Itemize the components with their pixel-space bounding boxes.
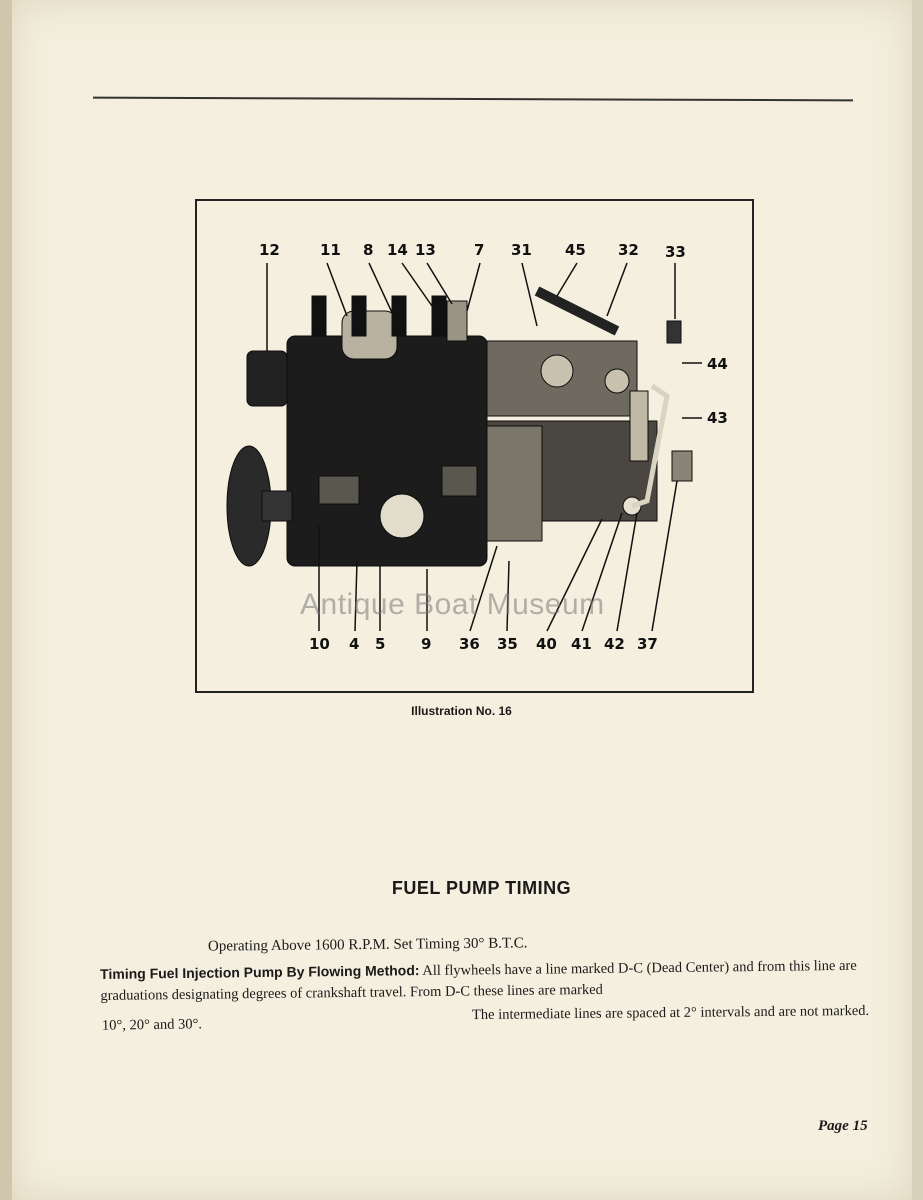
lever-boss (605, 369, 629, 393)
callout-5: 5 (375, 635, 386, 653)
callout-40: 40 (536, 635, 557, 653)
callout-8: 8 (363, 241, 374, 259)
paragraph-body: All flywheels have a line marked D-C (Dead Center) and from this line are graduations designating degrees of crankshaft travel. From D-C these lines are marked (100, 957, 857, 1004)
callout-44: 44 (707, 355, 728, 373)
callout-35: 35 (497, 635, 518, 653)
section-heading: FUEL PUMP TIMING (391, 878, 572, 898)
control-lever (537, 291, 617, 331)
bottom-plug (380, 494, 424, 538)
callout-12: 12 (259, 241, 280, 259)
inlet-fitting (247, 351, 287, 406)
callout-42: 42 (604, 635, 625, 653)
callout-4: 4 (349, 635, 360, 653)
name-plate (319, 476, 359, 504)
callout-31: 31 (511, 241, 532, 259)
drive-shaft (262, 491, 292, 521)
bleed-screw (447, 301, 467, 341)
callout-37: 37 (637, 635, 658, 653)
callout-14: 14 (387, 241, 408, 259)
delivery-valve-1 (312, 296, 326, 336)
callout-45: 45 (565, 241, 586, 259)
callout-13: 13 (415, 241, 436, 259)
callout-36: 36 (459, 635, 480, 653)
degree-marks-text: 10°, 20° and 30°. (101, 1016, 203, 1034)
museum-watermark: Antique Boat Museum (300, 588, 605, 621)
callout-43: 43 (707, 409, 728, 427)
callout-41: 41 (571, 635, 592, 653)
pump-photo (227, 291, 692, 566)
throttle-spring (630, 391, 648, 461)
filler-cap (342, 311, 397, 359)
callout-9: 9 (421, 635, 432, 653)
paragraph-lead: Timing Fuel Injection Pump By Flowing Method: (100, 962, 420, 982)
illustration-caption: Illustration No. 16 (411, 704, 512, 718)
delivery-valve-2 (352, 296, 366, 336)
cover-edge (912, 0, 923, 1200)
shaft-end (672, 451, 692, 481)
gauge-port (541, 355, 573, 387)
delivery-valve-4 (432, 296, 446, 336)
intermediate-lines-text: The intermediate lines are spaced at 2° intervals and are not marked. (471, 1002, 870, 1024)
callout-33: 33 (665, 243, 686, 261)
callout-7: 7 (474, 241, 485, 259)
callout-32: 32 (618, 241, 639, 259)
side-bracket (487, 426, 542, 541)
callout-11: 11 (320, 241, 341, 259)
page-edge (0, 0, 12, 1200)
data-plate (442, 466, 477, 496)
stop-screw (667, 321, 681, 343)
callout-10: 10 (309, 635, 330, 653)
operating-line: Operating Above 1600 R.P.M. Set Timing 30° B.T.C. (207, 935, 528, 955)
page-number: Page 15 (818, 1118, 868, 1134)
